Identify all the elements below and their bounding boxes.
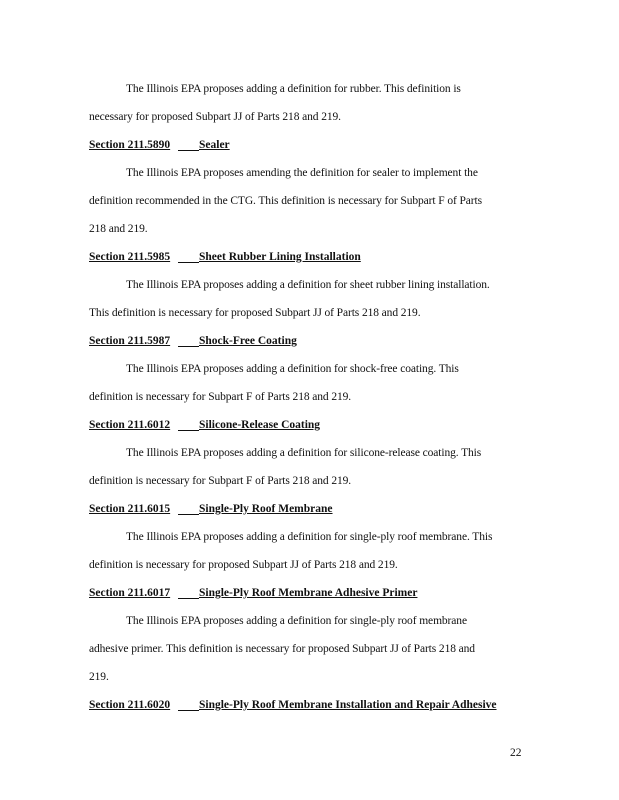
- heading-underline-gap: [178, 150, 199, 151]
- section-title: Single-Ply Roof Membrane: [199, 503, 333, 515]
- section-title: Sealer: [199, 139, 230, 151]
- paragraph-rubber-line-2: necessary for proposed Subpart JJ of Parts 218 and 219.: [89, 111, 341, 123]
- section-title: Single-Ply Roof Membrane Installation and Repair Adhesive: [199, 699, 497, 711]
- heading-underline-gap: [178, 262, 199, 263]
- paragraph-sheet-rubber-line-1: The Illinois EPA proposes adding a definition for sheet rubber lining installation.: [126, 279, 490, 291]
- paragraph-primer-line-2: adhesive primer. This definition is necessary for proposed Subpart JJ of Parts 218 and: [89, 643, 475, 655]
- paragraph-primer-line-3: 219.: [89, 671, 109, 683]
- section-number: Section 211.5985: [89, 251, 171, 263]
- paragraph-primer-line-1: The Illinois EPA proposes adding a definition for single-ply roof membrane: [126, 615, 467, 627]
- heading-underline-gap: [178, 598, 199, 599]
- paragraph-silicone-line-2: definition is necessary for Subpart F of Parts 218 and 219.: [89, 475, 352, 487]
- paragraph-shock-free-line-2: definition is necessary for Subpart F of Parts 218 and 219.: [89, 391, 352, 403]
- section-title: Sheet Rubber Lining Installation: [199, 251, 361, 263]
- heading-underline-gap: [178, 514, 199, 515]
- paragraph-rubber-line-1: The Illinois EPA proposes adding a definition for rubber. This definition is: [126, 83, 461, 95]
- paragraph-single-ply-line-2: definition is necessary for proposed Subpart JJ of Parts 218 and 219.: [89, 559, 398, 571]
- paragraph-sealer-line-2: definition recommended in the CTG. This definition is necessary for Subpart F of Parts: [89, 195, 482, 207]
- section-title: Silicone-Release Coating: [199, 419, 321, 431]
- paragraph-single-ply-line-1: The Illinois EPA proposes adding a definition for single-ply roof membrane. This: [126, 531, 493, 543]
- section-title: Shock-Free Coating: [199, 335, 297, 347]
- heading-underline-gap: [178, 430, 199, 431]
- section-number: Section 211.6017: [89, 587, 171, 599]
- section-number: Section 211.5890: [89, 139, 171, 151]
- section-number: Section 211.6012: [89, 419, 171, 431]
- paragraph-sealer-line-3: 218 and 219.: [89, 223, 148, 235]
- section-number: Section 211.5987: [89, 335, 171, 347]
- paragraph-silicone-line-1: The Illinois EPA proposes adding a definition for silicone-release coating. This: [126, 447, 482, 459]
- heading-underline-gap: [178, 346, 199, 347]
- paragraph-shock-free-line-1: The Illinois EPA proposes adding a definition for shock-free coating. This: [126, 363, 459, 375]
- paragraph-sheet-rubber-line-2: This definition is necessary for proposed Subpart JJ of Parts 218 and 219.: [89, 307, 421, 319]
- section-title: Single-Ply Roof Membrane Adhesive Primer: [199, 587, 418, 599]
- page-number: 22: [510, 747, 522, 759]
- heading-underline-gap: [178, 710, 199, 711]
- paragraph-sealer-line-1: The Illinois EPA proposes amending the definition for sealer to implement the: [126, 167, 478, 179]
- section-number: Section 211.6015: [89, 503, 171, 515]
- section-number: Section 211.6020: [89, 699, 171, 711]
